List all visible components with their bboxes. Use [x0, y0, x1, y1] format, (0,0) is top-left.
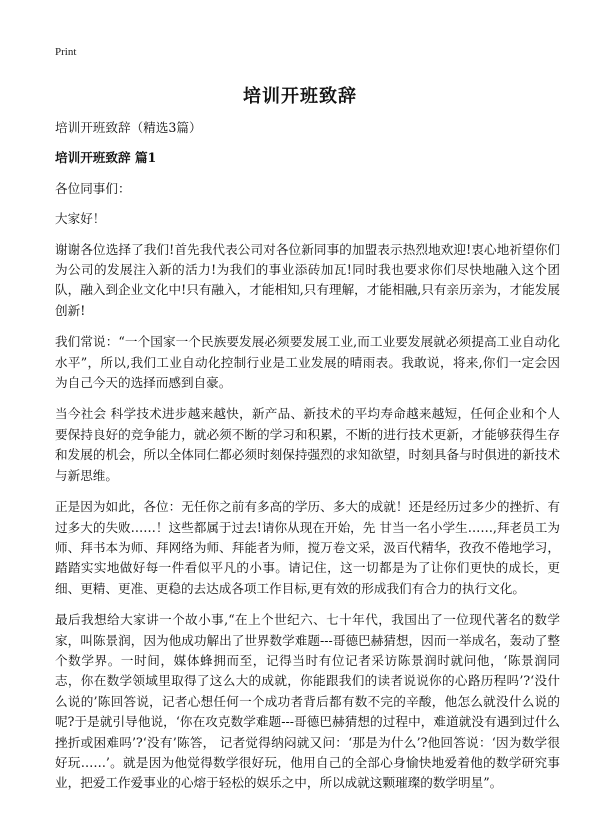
greeting-paragraph: 大家好！ — [55, 211, 106, 227]
body-paragraph: 谢谢各位选择了我们!首先我代表公司对各位新同事的加盟表示热烈地欢迎!衷心地祈望你们为公司的发展注入新的活力!为我们的事业添砖加瓦!同时我也要求你们尽快地融入这个团队，融入到企业文化中!只有融入，才能相知,只有理解，才能相融,只有亲历亲为，才能发展创新! — [55, 241, 560, 318]
document-body — [55, 118, 560, 805]
body-paragraph: 我们常说：“一个国家一个民族要发展必须要发展工业,而工业要发展就必须提高工业自动化水平”，所以,我们工业自动化控制行业是工业发展的晴雨表。我敢说，将来,你们一定会因为自己今天的选择而感到自豪。 — [55, 334, 560, 391]
salutation-paragraph: 各位同事们： — [55, 180, 131, 196]
document-title: 培训开班致辞 — [243, 86, 357, 107]
section-heading: 培训开班致辞 篇1 — [55, 150, 157, 166]
body-paragraph: 当今社会 科学技术进步越来越快，新产品、新技术的平均寿命越来越短，任何企业和个人要保持良好的竞争能力，就必须不断的学习和积累，不断的进行技术更新，才能够获得生存和发展的机会，所以全体同仁都必须时刻保持强烈的求知欲望，时刻具备与时俱进的新技术与新思维。 — [55, 406, 560, 483]
document-subtitle: 培训开班致辞（精选3篇） — [55, 120, 202, 135]
print-label: Print — [55, 46, 77, 58]
body-paragraph: 正是因为如此，各位：无任你之前有多高的学历、多大的成就！还是经历过多少的挫折、有过多大的失败……！这些都属于过去!请你从现在开始，先 甘当一名小学生……,拜老员工为师、拜书本为师、拜网络为师、拜能者为师，搅万卷文采，汲百代精华，孜孜不倦地学习，踏踏实实地做好每一件看似平凡的小事。请记住，这一切都是为了让你们更快的成长，更细、更精、更准、更稳的去达成各项工作目标,更有效的形成我们有合力的执行文化。 — [55, 499, 560, 596]
body-paragraph: 最后我想给大家讲一个故小事,“在上个世纪六、七十年代，我国出了一位现代著名的数学家，叫陈景润，因为他成功解出了世界数学难题---哥德巴赫猜想，因而一举成名，轰动了整个数学界。一时间，媒体蜂拥而至，记得当时有位记者采访陈景润时就问他，‘陈景润同志，你在数学领域里取得了这么大的成就，你能跟我们的读者说说你的心路历程吗’?‘没什么说的’陈回答说，记者心想任何一个成功者背后都有数不完的辛酸，他怎么就没什么说的呢?于是就引导他说，‘你在攻克数学难题---哥德巴赫猜想的过程中，难道就没有遇到过什么挫折或困难吗’?‘没有’陈答， 记者觉得纳闷就又问：‘那是为什么’?他回答说：‘因为数学很好玩……’。就是因为他觉得数学很好玩，他用自己的全部心身愉快地爱着他的数学研究事业，把爱工作爱事业的心熔于轻松的娱乐之中，所以成就这颗璀璨的数学明星”。 — [55, 612, 560, 791]
